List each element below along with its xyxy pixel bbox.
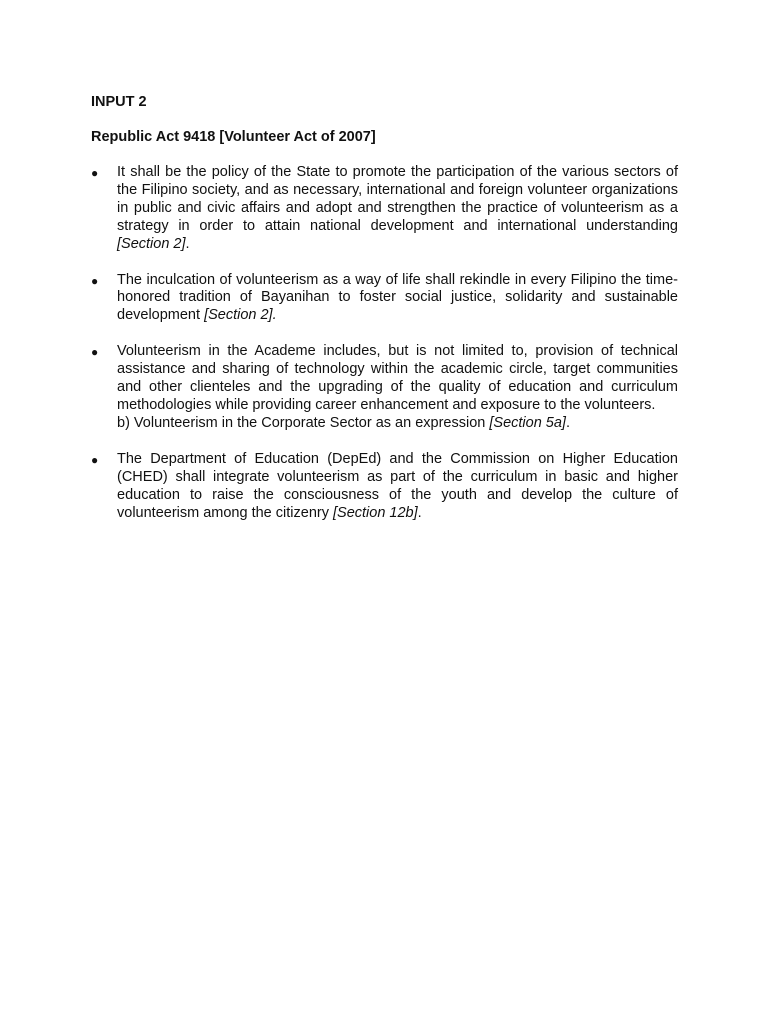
- bullet-item: [91, 164, 678, 254]
- bullet-end: .: [417, 504, 422, 521]
- bullet-body: Volunteerism in the Academe includes, but is not limited to, provision of technical assistance and sharing of technology within the academic circle, target communities and other clienteles and the upgrading of the quality of education and curriculum methodologies while providing career enhancement and exposure to the volunteers.: [117, 343, 678, 413]
- bullet-text-continued: [117, 415, 678, 433]
- bullet-item: [91, 272, 678, 326]
- section-citation: [Section 2].: [204, 307, 277, 324]
- section-citation: [Section 12b]: [333, 504, 418, 521]
- bullet-body: The inculcation of volunteerism as a way of life shall rekindle in every Filipino the time-honored tradition of Bayanihan to foster social justice, solidarity and sustainable development: [117, 271, 678, 324]
- bullet-text: [117, 272, 678, 326]
- bullet-item: [91, 451, 678, 523]
- bullet-text: [117, 343, 678, 415]
- bullet-body-continued: b) Volunteerism in the Corporate Sector as an expression: [117, 414, 490, 431]
- bullet-text: [117, 164, 678, 254]
- bullet-item: [91, 343, 678, 433]
- bullet-list: [91, 164, 678, 540]
- bullet-end: .: [565, 414, 570, 431]
- document-heading: INPUT 2: [91, 94, 147, 110]
- bullet-body: The Department of Education (DepEd) and the Commission on Higher Education (CHED) shall integrate volunteerism as part of the curriculum in basic and higher education to raise the consciousness of the youth and develop the culture of volunteerism among the citizenry: [117, 450, 678, 521]
- section-citation: [Section 5a]: [489, 414, 566, 431]
- bullet-icon: ●: [91, 345, 99, 360]
- bullet-icon: ●: [91, 273, 99, 288]
- document-subheading: Republic Act 9418 [Volunteer Act of 2007]: [91, 129, 376, 145]
- bullet-body: It shall be the policy of the State to promote the participation of the various sectors of the Filipino society, and as necessary, international and foreign volunteer organizations in public and civic affairs and adopt and strengthen the practice of volunteerism as a strategy in order to attain national development and international understanding: [117, 164, 678, 234]
- section-citation: [Section 2]: [117, 235, 186, 252]
- bullet-end: .: [185, 235, 190, 252]
- bullet-text: [117, 451, 678, 523]
- bullet-icon: ●: [91, 166, 99, 180]
- bullet-icon: ●: [91, 452, 99, 467]
